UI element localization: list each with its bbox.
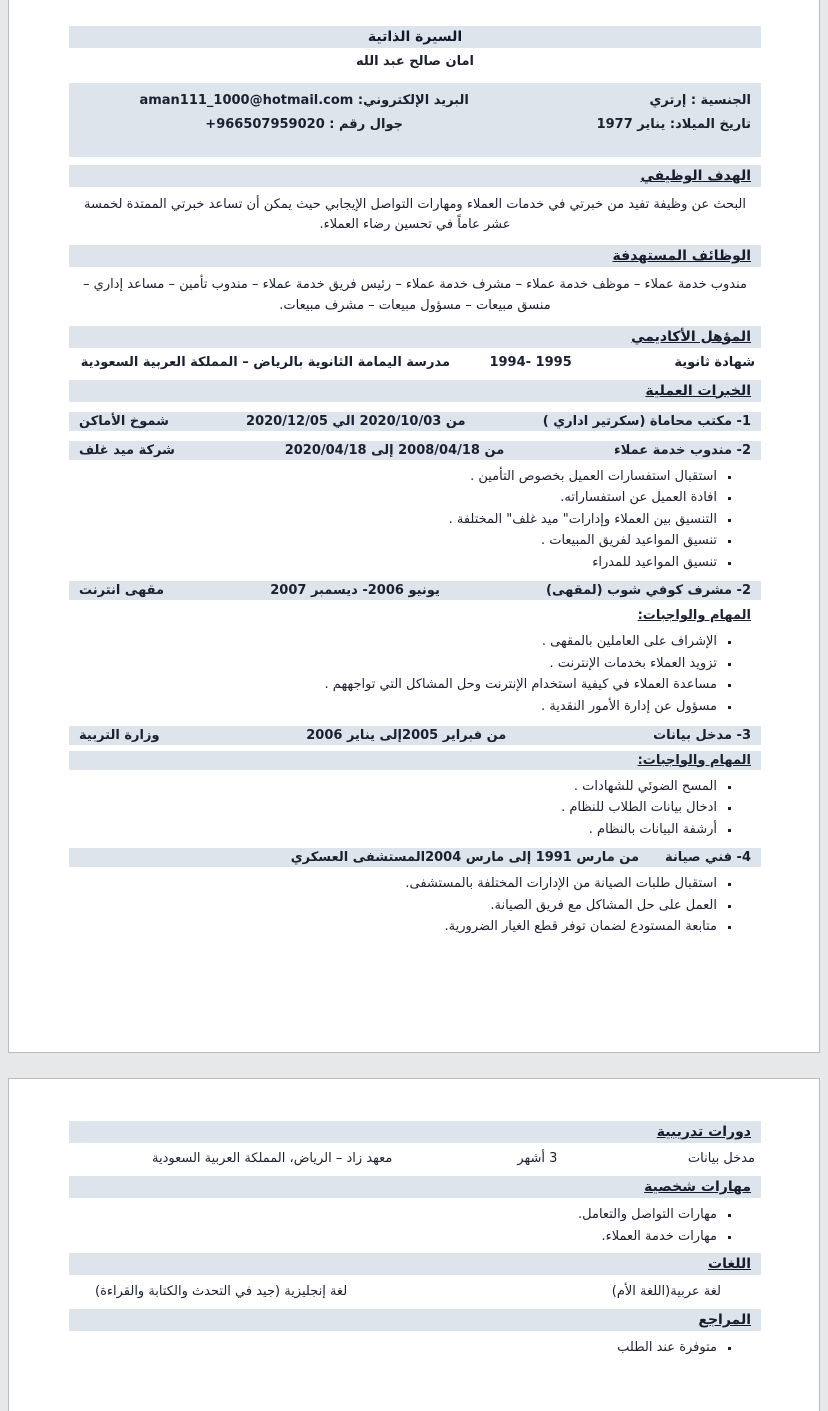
contact-block (69, 83, 761, 157)
cv-name: امان صالح عبد الله (356, 54, 474, 69)
duties-heading-row (69, 606, 761, 625)
bullet-item: ▪ تزويد العملاء بخدمات الإنترنت . (69, 655, 719, 673)
bullet-item: ▪ مهارات خدمة العملاء. (69, 1228, 719, 1246)
personal-skills-heading: مهارات شخصية (644, 1179, 751, 1195)
job-data-entry-bullets (69, 778, 719, 839)
job-title: 1- مكتب محاماة (سكرتير اداري ) (542, 413, 751, 429)
email-line (79, 89, 529, 113)
education-row (69, 348, 761, 372)
page1-content (9, 0, 819, 936)
job-period: من 2020/10/03 الي 2020/12/05 (246, 413, 466, 429)
education-years: 1994- 1995 (489, 354, 572, 370)
job-customer-service-bullets (69, 468, 719, 572)
training-row (69, 1143, 761, 1168)
job-title: 2- مندوب خدمة عملاء (614, 442, 751, 458)
section-training (69, 1121, 761, 1143)
target-jobs-heading: الوظائف المستهدفة (612, 248, 751, 265)
section-target-jobs (69, 245, 761, 267)
bullet-item: ▪ تنسيق المواعيد لفريق المبيعات . (69, 532, 719, 550)
job-title: 2- مشرف كوفي شوب (لمقهى) (546, 583, 751, 599)
job-title: 3- مدخل بيانات (653, 727, 751, 743)
job-coffee-shop-row (69, 581, 761, 600)
nationality-text: الجنسية : إرتري (649, 93, 751, 108)
target-jobs-text: مندوب خدمة عملاء – موظف خدمة عملاء – مشرف خدمة عملاء – رئيس فريق خدمة عملاء – مندوب تأمين – مساعد إداري – منسق مبيعات – مسؤول مبيعات – مشرف مبيعات. (83, 277, 747, 313)
birthdate-text: تاريخ الميلاد: يناير 1977 (596, 117, 751, 133)
duties-heading-row (69, 751, 761, 770)
bullet-item: ▪ الإشراف على العاملين بالمقهى . (69, 633, 719, 651)
page2-content (9, 1079, 819, 1357)
cv-page-1 (8, 0, 820, 1053)
bullet-item: ▪ تنسيق المواعيد للمدراء (69, 554, 719, 572)
job-coffee-shop-bullets (69, 633, 719, 715)
job-customer-service-row (69, 441, 761, 460)
section-references (69, 1309, 761, 1331)
section-personal-skills (69, 1176, 761, 1198)
bullet-item: ▪ متابعة المستودع لضمان توفر قطع الغيار الضرورية. (69, 918, 719, 936)
phone-label: جوال رقم : (329, 117, 403, 133)
bullet-item: ▪ استقبال استفسارات العميل بخصوص التأمين . (69, 468, 719, 486)
training-institute: معهد زاد – الرياض، المملكة العربية السعودية (152, 1151, 393, 1166)
education-heading: المؤهل الأكاديمي (631, 328, 751, 345)
bullet-item: ▪ التنسيق بين العملاء وإدارات" ميد غلف" المختلفة . (69, 511, 719, 529)
training-course: مدخل بيانات (687, 1151, 755, 1166)
cv-title: السيرة الذاتية (69, 26, 761, 48)
job-maintenance-bullets (69, 875, 719, 936)
bullet-item: ▪ افادة العميل عن استفساراته. (69, 489, 719, 507)
bullet-item: ▪ متوفرة عند الطلب (69, 1339, 719, 1357)
job-period: من 2008/04/18 إلى 2020/04/18 (284, 442, 505, 458)
languages-row (69, 1275, 761, 1301)
section-objective (69, 165, 761, 187)
language-english: لغة إنجليزية (جيد في التحدث والكتابة والقراءة) (95, 1284, 348, 1300)
section-experience (69, 380, 761, 402)
duties-heading: المهام والواجبات: (637, 752, 751, 768)
education-degree: شهادة ثانوية (674, 354, 755, 370)
job-company: مقهى انترنت (79, 583, 165, 599)
cv-page-2 (8, 1078, 820, 1411)
bullet-item: ▪ مساعدة العملاء في كيفية استخدام الإنترنت وحل المشاكل التي تواجههم . (69, 676, 719, 694)
job-law-office-row (69, 412, 761, 431)
phone-line (79, 113, 529, 137)
bullet-item: ▪ ادخال بيانات الطلاب للنظام . (69, 799, 719, 817)
job-company: شركة ميد غلف (79, 442, 175, 458)
bullet-item: ▪ مهارات التواصل والتعامل. (69, 1206, 719, 1224)
job-data-entry-row (69, 726, 761, 745)
references-bullets (69, 1339, 719, 1357)
bullet-item: ▪ أرشفة البيانات بالنظام . (69, 821, 719, 839)
bullet-item: ▪ استقبال طلبات الصيانة من الإدارات المختلفة بالمستشفى. (69, 875, 719, 893)
email-label: البريد الإلكتروني: (357, 93, 469, 108)
email-value: aman111_1000@hotmail.com (139, 93, 354, 108)
phone-value: +966507959020 (205, 117, 325, 133)
education-school: مدرسة اليمامة الثانوية بالرياض – المملكة العربية السعودية (80, 354, 451, 370)
job-company: المستشفى العسكري (290, 850, 426, 866)
job-period: يونيو 2006- ديسمبر 2007 (270, 583, 440, 599)
bullet-item: ▪ المسح الضوئي للشهادات . (69, 778, 719, 796)
job-title: 4- فني صيانة (665, 850, 751, 866)
job-company: شموخ الأماكن (79, 413, 169, 429)
bullet-item: ▪ العمل على حل المشاكل مع فريق الصيانة. (69, 897, 719, 915)
bullet-item: ▪ مسؤول عن إدارة الأمور النقدية . (69, 698, 719, 716)
language-arabic: لغة عربية(اللغة الأم) (611, 1284, 721, 1300)
contact-right-column (529, 89, 751, 137)
references-heading: المراجع (698, 1312, 751, 1329)
job-period: من مارس 1991 إلى مارس 2004 (425, 850, 640, 866)
job-maintenance-row (69, 848, 761, 867)
objective-heading: الهدف الوظيفي (640, 168, 751, 185)
training-heading: دورات تدريبية (656, 1124, 751, 1140)
personal-skills-bullets (69, 1206, 719, 1245)
duties-heading: المهام والواجبات: (637, 608, 751, 624)
experience-heading: الخبرات العملية (645, 382, 751, 399)
training-duration: 3 أشهر (517, 1151, 558, 1166)
job-company: وزارة التربية (79, 727, 160, 743)
contact-left-column (79, 89, 529, 137)
section-education (69, 326, 761, 348)
job-period: من فبراير 2005إلى يناير 2006 (306, 727, 507, 743)
languages-heading: اللغات (708, 1256, 751, 1273)
objective-text: البحث عن وظيفة تفيد من خبرتي في خدمات العملاء ومهارات التواصل الإيجابي حيث يمكن أن تساعد خبرتي الممتدة لخمسة عشر عاماً في تحسين رضاء العملاء. (84, 197, 746, 233)
section-languages (69, 1253, 761, 1275)
